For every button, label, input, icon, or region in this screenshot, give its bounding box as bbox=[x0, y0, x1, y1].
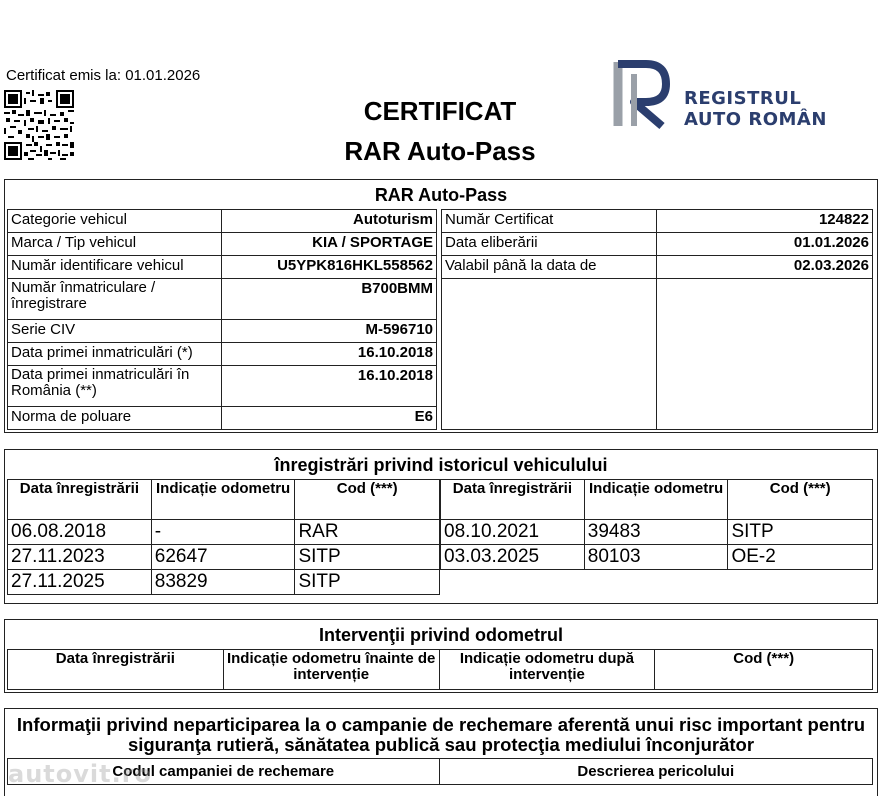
vehicle-label: Marca / Tip vehicul bbox=[8, 233, 222, 256]
logo-text-line2: AUTO ROMÂN bbox=[684, 109, 827, 130]
certificate-label: Data eliberării bbox=[442, 233, 657, 256]
vehicle-value: E6 bbox=[222, 407, 437, 430]
certificate-value: 01.01.2026 bbox=[657, 233, 873, 256]
history-code: RAR bbox=[295, 520, 440, 545]
vehicle-details-table bbox=[7, 209, 437, 430]
history-odometer: 83829 bbox=[151, 570, 295, 595]
odometer-header-before: Indicație odometru înainte de intervenție bbox=[223, 650, 439, 690]
history-header-code: Cod (***) bbox=[728, 480, 873, 520]
certificate-label: Valabil până la data de bbox=[442, 256, 657, 279]
history-header-code: Cod (***) bbox=[295, 480, 440, 520]
certificate-empty-cell bbox=[657, 279, 873, 430]
issued-date: Certificat emis la: 01.01.2026 bbox=[6, 67, 201, 84]
vehicle-box-title: RAR Auto-Pass bbox=[374, 185, 508, 205]
history-date: 06.08.2018 bbox=[8, 520, 152, 545]
rar-logo-icon bbox=[612, 58, 678, 130]
vehicle-label: Data primei inmatriculări în România (**) bbox=[8, 366, 222, 407]
history-code: SITP bbox=[728, 520, 873, 545]
history-date: 27.11.2025 bbox=[8, 570, 152, 595]
table-row bbox=[441, 520, 873, 545]
vehicle-label: Număr identificare vehicul bbox=[8, 256, 222, 279]
vehicle-value: U5YPK816HKL558562 bbox=[222, 256, 437, 279]
history-code: SITP bbox=[295, 545, 440, 570]
odometer-title: Intervenţii privind odometrul bbox=[318, 625, 564, 645]
history-title: înregistrări privind istoricul vehiculului bbox=[274, 455, 608, 475]
history-date: 03.03.2025 bbox=[441, 545, 585, 570]
vehicle-label: Categorie vehicul bbox=[8, 210, 222, 233]
odometer-table bbox=[7, 649, 873, 690]
history-code: SITP bbox=[295, 570, 440, 595]
vehicle-value: 16.10.2018 bbox=[222, 343, 437, 366]
certificate-details-table bbox=[441, 209, 873, 430]
odometer-header-date: Data înregistrării bbox=[8, 650, 224, 690]
qr-code-icon bbox=[4, 90, 74, 160]
rar-logo bbox=[612, 58, 842, 132]
history-table-left bbox=[7, 479, 440, 595]
history-date: 27.11.2023 bbox=[8, 545, 152, 570]
history-table-right bbox=[440, 479, 873, 570]
recall-header-description: Descrierea pericolului bbox=[439, 759, 873, 785]
vehicle-value: Autoturism bbox=[222, 210, 437, 233]
vehicle-label: Număr înmatriculare / înregistrare bbox=[8, 279, 222, 320]
recall-header-code: Codul campaniei de rechemare bbox=[8, 759, 440, 785]
logo-text-line1: REGISTRUL bbox=[684, 88, 802, 109]
table-row bbox=[8, 570, 440, 595]
history-code: OE-2 bbox=[728, 545, 873, 570]
history-header-odometer: Indicație odometru bbox=[151, 480, 295, 520]
table-row bbox=[8, 520, 440, 545]
watermark-text: autovit.ro bbox=[8, 760, 153, 788]
certificate-empty-cell bbox=[442, 279, 657, 430]
history-header-date: Data înregistrării bbox=[441, 480, 585, 520]
history-odometer: 62647 bbox=[151, 545, 295, 570]
certificate-label: Număr Certificat bbox=[442, 210, 657, 233]
odometer-header-code: Cod (***) bbox=[655, 650, 873, 690]
vehicle-label: Data primei inmatriculări (*) bbox=[8, 343, 222, 366]
history-header-date: Data înregistrării bbox=[8, 480, 152, 520]
vehicle-value: B700BMM bbox=[222, 279, 437, 320]
recall-title: Informaţii privind neparticiparea la o campanie de rechemare aferentă unui risc important pentru siguranţa rutieră, sănătatea publică sau protecţia mediului înconjurător bbox=[16, 714, 866, 755]
history-date: 08.10.2021 bbox=[441, 520, 585, 545]
history-odometer: 80103 bbox=[584, 545, 728, 570]
history-odometer: 39483 bbox=[584, 520, 728, 545]
vehicle-value: KIA / SPORTAGE bbox=[222, 233, 437, 256]
vehicle-value: M-596710 bbox=[222, 320, 437, 343]
vehicle-label: Norma de poluare bbox=[8, 407, 222, 430]
history-odometer: - bbox=[151, 520, 295, 545]
history-header-odometer: Indicație odometru bbox=[584, 480, 728, 520]
page-subtitle: RAR Auto-Pass bbox=[344, 136, 536, 166]
table-row bbox=[8, 545, 440, 570]
vehicle-label: Serie CIV bbox=[8, 320, 222, 343]
page-title: CERTIFICAT bbox=[363, 96, 517, 126]
certificate-value: 124822 bbox=[657, 210, 873, 233]
certificate-value: 02.03.2026 bbox=[657, 256, 873, 279]
vehicle-value: 16.10.2018 bbox=[222, 366, 437, 407]
odometer-header-after: Indicație odometru după intervenție bbox=[439, 650, 655, 690]
table-row bbox=[441, 545, 873, 570]
